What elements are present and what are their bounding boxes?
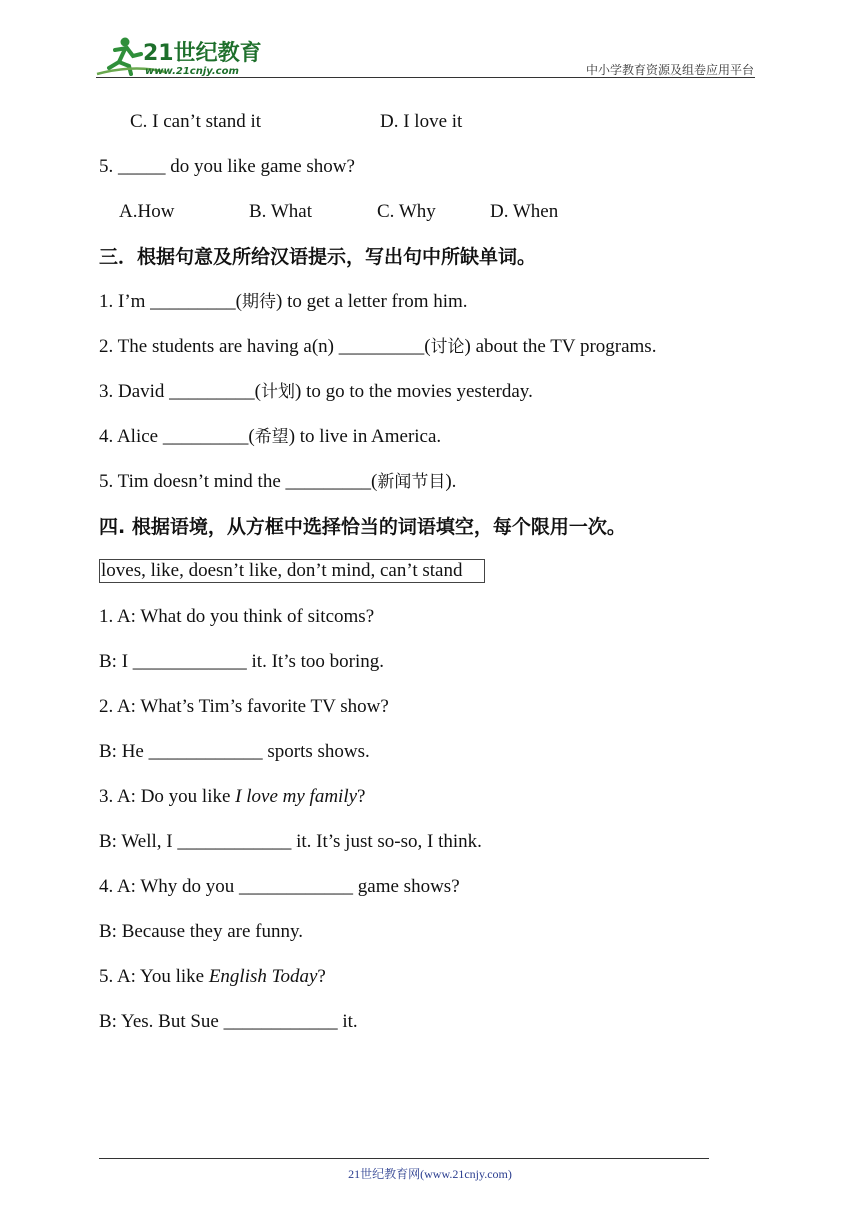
s3-item-5: 5. Tim doesn’t mind the _________(新闻节目). [99, 471, 457, 492]
s4-line-7: 4. A: Why do you ____________ game shows? [99, 876, 460, 897]
section4-title: 四. 根据语境，从方框中选择恰当的词语填空，每个限用一次。 [99, 516, 626, 538]
brand-logo [95, 34, 265, 78]
q4-option-d: D. I love it [380, 111, 463, 132]
s4-line-1: 1. A: What do you think of sitcoms? [99, 606, 375, 627]
s4-line-10: B: Yes. But Sue ____________ it. [99, 1011, 358, 1032]
s4-line-9: 5. A: You like English Today? [99, 966, 326, 987]
footer-text: 21世纪教育网(www.21cnjy.com) [348, 1167, 512, 1181]
q4-option-c: C. I can’t stand it [130, 111, 262, 132]
s4-line-2: B: I ____________ it. It’s too boring. [99, 651, 384, 672]
word-box: loves, like, doesn’t like, don’t mind, can’t stand [99, 559, 485, 583]
q5-option-d: D. When [490, 201, 559, 222]
q5-option-a: A.How [119, 201, 175, 222]
logo-url-text: www.21cnjy.com [145, 66, 239, 77]
header-divider [96, 77, 755, 78]
s4-line-6: B: Well, I ____________ it. It’s just so-so, I think. [99, 831, 482, 852]
q5-option-b: B. What [249, 201, 312, 222]
logo-main-text: 21世纪教育 [143, 41, 262, 66]
header-tagline: 中小学教育资源及组卷应用平台 [585, 63, 754, 77]
s3-item-3: 3. David _________(计划) to go to the movies yesterday. [99, 381, 533, 402]
footer-divider [99, 1158, 709, 1159]
section3-title: 三．根据句意及所给汉语提示，写出句中所缺单词。 [99, 246, 537, 268]
q5-stem: 5. _____ do you like game show? [99, 156, 355, 177]
s4-line-3: 2. A: What’s Tim’s favorite TV show? [99, 696, 389, 717]
s4-line-5: 3. A: Do you like I love my family? [99, 786, 366, 807]
s3-item-4: 4. Alice _________(希望) to live in America. [99, 426, 442, 447]
s4-line-4: B: He ____________ sports shows. [99, 741, 370, 762]
s3-item-2: 2. The students are having a(n) _________(讨论) about the TV programs. [99, 336, 657, 357]
s3-item-1: 1. I’m _________(期待) to get a letter from him. [99, 291, 468, 312]
q5-option-c: C. Why [377, 201, 436, 222]
s4-line-8: B: Because they are funny. [99, 921, 303, 942]
